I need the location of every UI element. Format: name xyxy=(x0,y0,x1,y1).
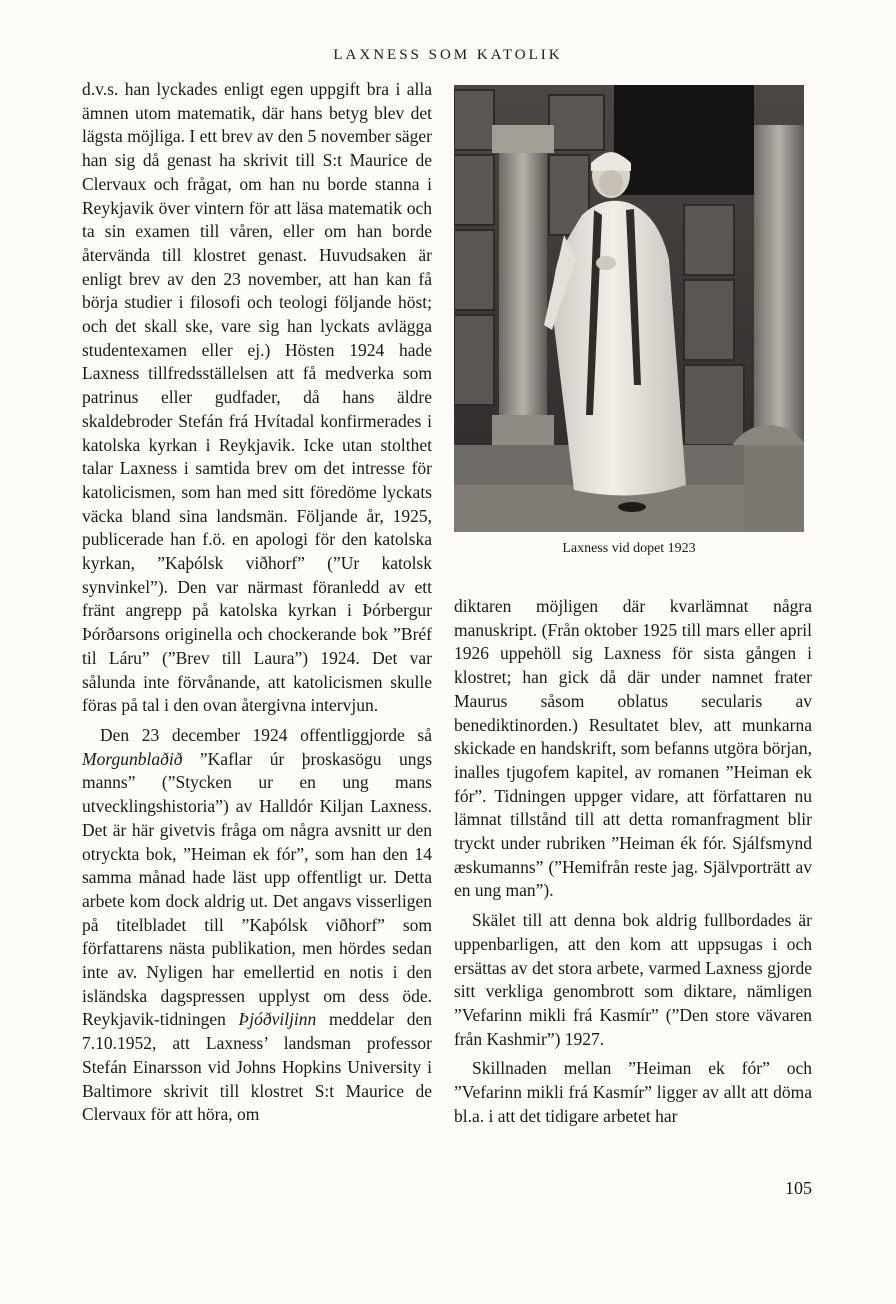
left-paragraph-1: d.v.s. han lyckades enligt egen uppgift bra i alla ämnen utom matematik, där hans betyg blev det lägsta möjliga. I ett brev av den 5 november säger han sig då genast ha skrivit till S:t Maurice de Clervaux och frågat, om han nu borde stanna i Reykjavik över vintern för att läsa matematik och ta sin examen till våren, eller om han borde återvända till klostret genast. Huvudsaken är enligt brev av den 23 november, att han kan få börja studier i filosofi och teologi följande höst; och det skall ske, vare sig han lyckats avlägga studentexamen eller ej.) Hösten 1924 hade Laxness tillfredsställelsen att få medverka som patrinus eller gudfader, då hans äldre skaldebroder Stefán frá Hvítadal konfirmerades i katolska kyrkan i Reykjavik. Icke utan stolthet talar Laxness i samtida brev om det intresse för katolicismen, som han med sitt föredöme lyckats väcka bland sina landsmän. Följande år, 1925, publicerade han f.ö. en apologi för den katolska kyrkan, ”Kaþólsk viðhorf” (”Ur katolsk synvinkel”). Den var närmast föranledd av ett fränt angrepp på katolska kyrkan i Þórbergur Þórðarsons originella och chockerande bok ”Bréf til Láru” (”Brev till Laura”) 1924. Det var sålunda inte förvånande, att katolicismen skulle föras på tal i den ovan återgivna intervjun. xyxy=(82,79,432,716)
page-number: 105 xyxy=(785,1178,812,1198)
photograph-laxness-baptism xyxy=(454,85,804,532)
left-paragraph-2 xyxy=(82,724,432,1127)
left-paragraph-2-text-c: meddelar den 7.10.1952, att Laxness’ landsman professor Stefán Einarsson vid Johns Hopkins University i Baltimore skrivit till klostret S:t Maurice de Clervaux för att höra, om xyxy=(82,1009,432,1125)
running-header: LAXNESS SOM KATOLIK xyxy=(333,47,563,63)
left-column xyxy=(82,78,432,1127)
right-column xyxy=(454,595,812,1128)
photograph-image xyxy=(454,85,804,532)
left-paragraph-2-text-a: Den 23 december 1924 offentliggjorde så xyxy=(100,724,432,745)
newspaper-title-thjodviljinn: Þjóðviljinn xyxy=(238,1009,317,1030)
newspaper-title-morgunbladid: Morgunblaðið xyxy=(82,748,183,769)
right-paragraph-3: Skillnaden mellan ”Heiman ek fór” och ”Vefarinn mikli frá Kasmír” ligger av allt att döma bl.a. i att det tidigare arbetet har xyxy=(454,1058,812,1126)
photo-caption: Laxness vid dopet 1923 xyxy=(562,541,696,556)
right-paragraph-1: diktaren möjligen där kvarlämnat några manuskript. (Från oktober 1925 till mars eller april 1926 uppehöll sig Laxness för sista gången i klostret; han gick då där under namnet frater Maurus såsom oblatus secularis av benediktinorden.) Resultatet blev, att munkarna skickade en handskrift, som befanns utgöra början, inalles tjugofem kapitel, av romanen ”Heiman ek fór”. Tidningen uppger vidare, att författaren nu lämnat tillstånd till att detta romanfragment blir tryckt under rubriken ”Heiman ék fór. Sjálfsmynd æskumanns” (”Hemifrån reste jag. Självporträtt av en ung man”). xyxy=(454,596,812,901)
left-paragraph-2-text-b: ”Kaflar úr þroskasögu ungs manns” (”Stycken ur en ung mans utvecklingshistoria”) av Halldór Kiljan Laxness. Det är här givetvis fråga om några avsnitt ur den otryckta bok, ”Heiman ek fór”, som han den 14 samma månad hade läst upp offentligt ur. Detta arbete kom dock aldrig ut. Det angavs visserligen på titelbladet till ”Kaþólsk viðhorf” som författarens nästa publikation, men hördes sedan inte av. Nyligen har emellertid en notis i den isländska dagspressen upplyst om dess öde. Reykjavik-tidningen xyxy=(82,748,432,1030)
right-paragraph-2: Skälet till att denna bok aldrig fullbordades är uppenbarligen, att den kom att uppsugas i och ersättas av det stora arbete, varmed Laxness gjorde sitt verkliga genombrott som diktare, nämligen ”Vefarinn mikli frá Kasmír” (”Den store vävaren från Kashmir”) 1927. xyxy=(454,910,812,1049)
